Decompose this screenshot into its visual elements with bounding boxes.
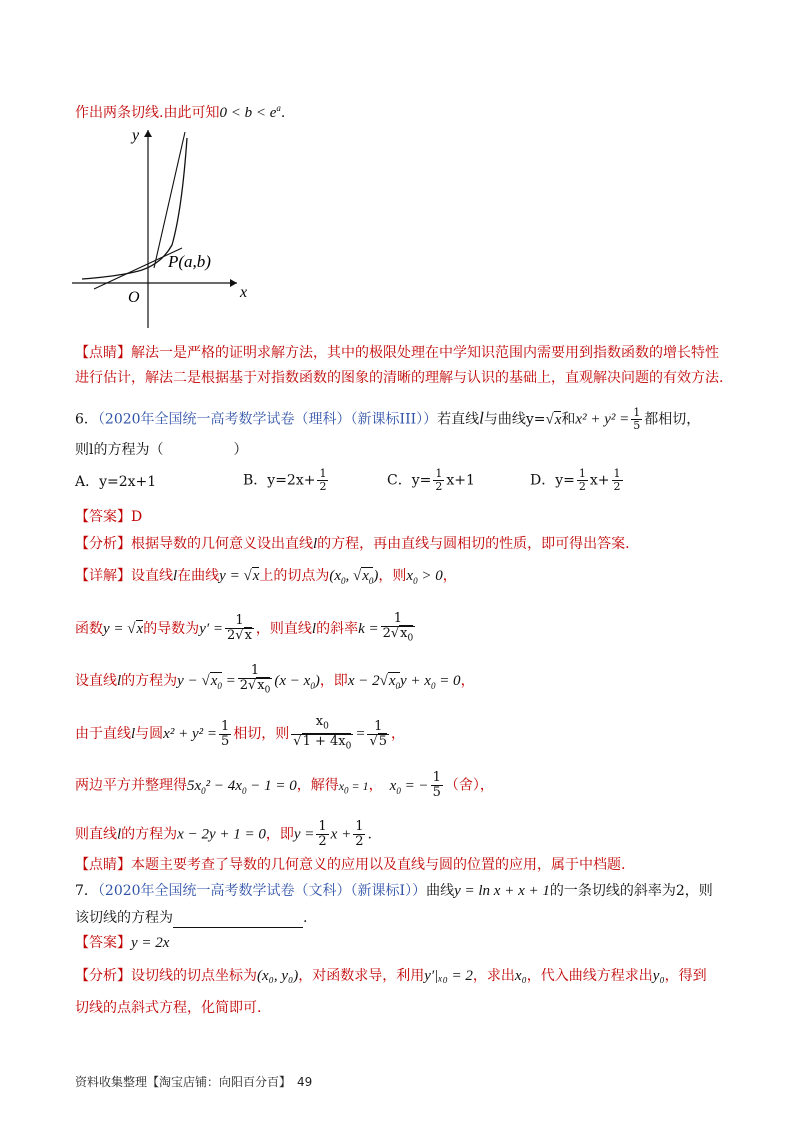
choice-c[interactable]: C．y= $\frac{1}{2}$ x+1 [387,467,475,493]
q6-detail-1: 【详解】设直线l在曲线y = √x上的切点为($x_0$, $√x_0$)，则$x_0 > 0$， [75,568,457,586]
answer-blank[interactable] [173,913,303,928]
q6-detail-4: 由于直线l与圆x² + y² = $\frac{1}{5}$ 相切，则 $\frac{x_0}{√1 + 4x_0}$ = $\frac{1}{√5}$ ， [75,714,406,752]
point-label: P(a,b) [168,252,211,271]
origin-label: O [128,289,140,306]
y-axis-arrow [144,130,152,137]
exponential-tangent-graph [72,120,262,330]
q6-line2: 则l的方程为（ ） [75,442,248,458]
q7-answer: 【答案】y = 2x [75,935,170,951]
dianjing1-line2: 进行估计，解法二是根据基于对指数函数的图象的清晰的理解与认识的基础上，直观解决问题的有效方法. [75,370,724,386]
intro-expr: $0 < b < e^a$ [219,103,281,121]
page-number: 49 [297,1075,313,1089]
x-label: x [240,284,248,301]
q7-analysis-2: 切线的点斜式方程，化简即可. [75,1000,262,1016]
q6-dianjing: 【点睛】本题主要考查了导数的几何意义的应用以及直线与圆的位置的应用，属于中档题. [75,857,626,873]
q6-source: （2020年全国统一高考数学试卷（理科）（新课标III）） [97,411,438,428]
y-label: y [132,127,140,144]
q6-detail-5: 两边平方并整理得$5x_0^2 - 4x_0 - 1 = 0$，解得$x_0 = 1$， $x_0$ = − $\frac{1}{5}$ （舍）， [75,770,494,800]
choice-a[interactable]: A．y=2x+1 [75,474,157,490]
x-axis-arrow [230,279,237,287]
intro-text: 作出两条切线.由此可知 [75,105,220,121]
q7-source: （2020年全国统一高考数学试卷（文科）（新课标Ⅰ）） [97,883,427,899]
q7-analysis-1: 【分析】设切线的切点坐标为(x₀, y₀)，对函数求导，利用y′|ₓ₀ = 2，求出x₀，代入曲线方程求出y₀，得到 [75,968,707,984]
choice-d[interactable]: D．y= $\frac{1}{2}$ x+ $\frac{1}{2}$ [530,467,621,493]
dianjing1-line1: 【点睛】解法一是严格的证明求解方法，其中的极限处理在中学知识范围内需要用到指数函数的增长特性 [75,345,719,361]
q7-line2: 该切线的方程为 . [75,910,308,926]
q7-line1: 7．（2020年全国统一高考数学试卷（文科）（新课标Ⅰ））曲线y = ln x + x + 1的一条切线的斜率为2，则 [75,883,713,899]
q6-detail-6: 则直线l的方程为x − 2y + 1 = 0，即y = $\frac{1}{2}$ x + $\frac{1}{2}$ . [75,819,372,849]
page-footer: 资料收集整理【淘宝店铺：向阳百分百】 49 [75,1075,313,1089]
q6-detail-2: 函数y = √x的导数为y′ = $\frac{1}{2√x}$ ，则直线l的斜率k = $\frac{1}{2√x_0}$ [75,611,414,644]
intro-line: 作出两条切线.由此可知$0 < b < e^a$. [75,103,286,121]
q6-line1: 6．（2020年全国统一高考数学试卷（理科）（新课标III））若直线l与曲线y=√x和x² + y² = $\frac{1}{5}$ 都相切， [75,406,701,432]
q6-detail-3: 设直线l的方程为$y - √x_0$ = $\frac{1}{2√x_0}$ $(x - x_0)$，即$x - 2√x_0y + x_0 = 0$， [75,663,475,696]
q6-analysis: 【分析】根据导数的几何意义设出直线l的方程，再由直线与圆相切的性质，即可得出答案. [75,536,630,552]
q6-answer: 【答案】D [75,509,143,525]
choice-b[interactable]: B．y=2x+ $\frac{1}{2}$ [243,467,327,493]
